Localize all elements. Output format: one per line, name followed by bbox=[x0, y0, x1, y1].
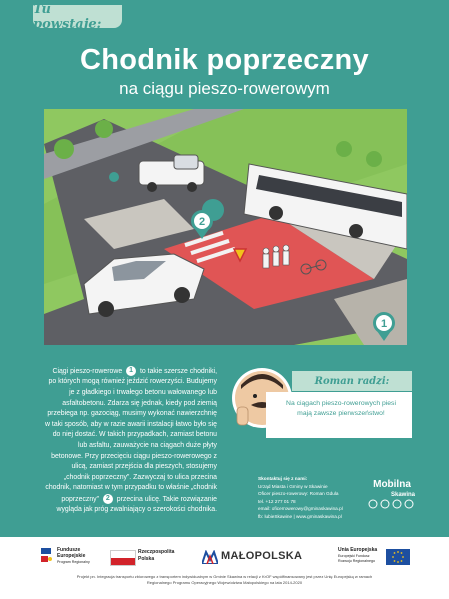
street-illustration bbox=[44, 109, 407, 345]
contact-line-3: tel. +12 277 01 78 bbox=[258, 498, 296, 504]
mobilna-skawina-logo bbox=[365, 476, 420, 512]
ue-line-1: Unia Europejska bbox=[338, 547, 378, 553]
fe-line-2: Europejskie bbox=[57, 553, 86, 559]
contact-line-2: Oficer pieszo-rowerowy: Roman Gdula bbox=[258, 491, 339, 496]
advice-title-box bbox=[292, 371, 412, 391]
header-tag bbox=[33, 1, 122, 32]
pedestrians-figure bbox=[263, 245, 289, 268]
brand-line-1: Mobilna bbox=[373, 479, 411, 490]
contact-line-4: email: oficerrowerowy@gminaskawina.pl bbox=[258, 506, 343, 511]
ue-line-3: Rozwoju Regionalnego bbox=[338, 559, 375, 563]
street-scene bbox=[44, 109, 407, 345]
marker-2-label: 2 bbox=[198, 216, 206, 228]
body-p1-end: przecina ulicę. Takie rozwiązanie wygląda jak próg zwalniający o szerokości chodnika. bbox=[56, 495, 217, 514]
mobilna-skawina-logo-icon bbox=[365, 476, 420, 512]
malopolska-icon bbox=[202, 549, 218, 563]
fe-logo-icon bbox=[38, 546, 54, 564]
footer-line-1: Projekt pn. Integracja transportu zbiorowego z transportem indywidualnym w Gminie Skawina w relacji z KrOF współfinansowany jest przez Unię Europejską w ramach bbox=[76, 574, 373, 579]
eu-flag-icon bbox=[386, 549, 410, 565]
page-title: Chodnik poprzeczny bbox=[80, 44, 369, 76]
ue-line-2: Europejski Fundusz bbox=[338, 554, 370, 558]
brand-line-2: Skawina bbox=[390, 492, 416, 498]
contact-line-5: fb: lubieSkawine | www.gminaskawina.pl bbox=[258, 513, 342, 519]
contact-heading: Skontaktuj się z nami: bbox=[258, 476, 308, 481]
fe-line-3: Program Regionalny bbox=[57, 560, 90, 564]
marker-1-label: 1 bbox=[380, 318, 388, 330]
page-subtitle: na ciągu pieszo-rowerowym bbox=[119, 79, 330, 98]
contact-line-1: Urząd Miasta i Gminy w Skawinie bbox=[258, 483, 328, 489]
badge-1: 1 bbox=[126, 366, 136, 376]
malopolska-text: MAŁOPOLSKA bbox=[221, 550, 303, 562]
advice-title: Roman radzi: bbox=[314, 375, 390, 387]
poland-flag-icon bbox=[110, 550, 136, 566]
footer-note bbox=[36, 574, 413, 586]
body-p1-before: Ciągi pieszo-rowerowe bbox=[52, 367, 123, 375]
marker-small bbox=[109, 172, 119, 182]
body-p1-after: to takie szersze chodniki, po których mogą również jeździć rowerzyści. Budujemy je z gładkiego i trwałego betonu wałowanego lub asfaltobetonu. Zdarza się jednak, kiedy pod ziemią przebiega np. gazociąg, musimy wykonać nawierzchnię w taki sposób, aby w razie awarii instalacji łatwo było się do niej dostać. W takich przypadkach, zamiast betonu lub asfaltu, zauważycie na ciągach duże płyty betonowe. Przy przecięciu ciągu pieszo-rowerowego z ulicą, zamiast przejścia dla pieszych, stosujemy „chodnik poprzeczny”. Zazwyczaj to ulica przecina chodnik, natomiast w tym przypadku to właśnie „chodnik poprzeczny” bbox=[45, 367, 217, 503]
header-tag-text: Tu powstaje: bbox=[33, 1, 102, 32]
contact-info bbox=[258, 475, 368, 520]
footer-line-2: Regionalnego Programu Operacyjnego Województwa Małopolskiego na lata 2014-2020 bbox=[146, 580, 303, 585]
rp-line-1: Rzeczpospolita bbox=[138, 549, 175, 555]
body-paragraph bbox=[45, 366, 217, 516]
badge-2: 2 bbox=[103, 494, 113, 504]
funding-logos bbox=[0, 537, 449, 579]
fe-line-1: Fundusze bbox=[57, 547, 81, 553]
rp-line-2: Polska bbox=[138, 556, 155, 562]
advice-text: Na ciągach pieszo-rowerowych piesi mają zawsze pierwszeństwo! bbox=[286, 400, 396, 417]
body-text bbox=[45, 366, 217, 516]
